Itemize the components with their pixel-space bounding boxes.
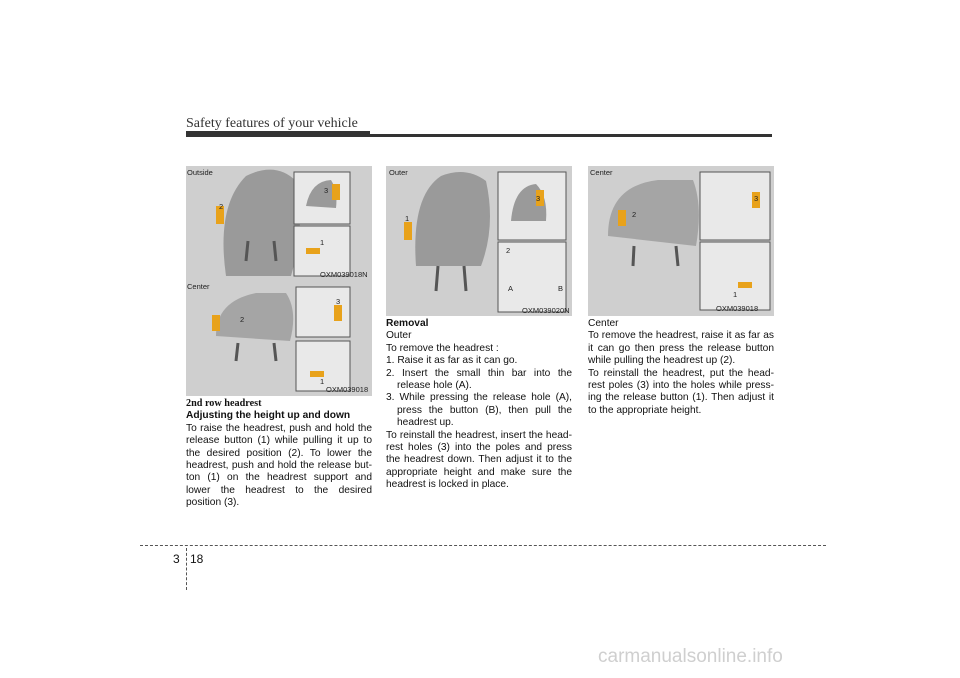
callout: 3 xyxy=(336,297,341,306)
callout: 1 xyxy=(733,290,738,299)
body-text: To reinstall the headrest, put the head-rest poles (3) into the holes while press-ing the release button (1). Then adjust it to the appropriate height. xyxy=(588,367,774,416)
figure-code: OXM039018 xyxy=(326,385,369,394)
column-1 xyxy=(186,398,372,510)
figure-outside-headrest xyxy=(186,166,372,281)
callout: 1 xyxy=(320,377,325,386)
header-title: Safety features of your vehicle xyxy=(186,116,358,131)
page-number: 18 xyxy=(190,552,204,566)
list-item: 3. While pressing the release hole (A), press the button (B), then pull the headrest up. xyxy=(386,392,572,429)
figure-center-headrest xyxy=(186,281,372,396)
steps-list xyxy=(386,355,572,429)
subheading: Adjusting the height up and down xyxy=(186,410,351,422)
figure-label: Outer xyxy=(389,168,408,177)
body-text: To remove the headrest, raise it as far as it can go then press the release button while pulling the headrest up (2). xyxy=(588,330,774,367)
body-text: To remove the headrest : xyxy=(386,342,499,354)
column-3 xyxy=(588,318,774,417)
figure-center-removal xyxy=(588,166,774,316)
figure-label: Outside xyxy=(187,168,213,177)
headrest-illustration-2 xyxy=(186,281,372,396)
headrest-illustration-3 xyxy=(386,166,572,316)
figure-label: Center xyxy=(590,168,613,177)
section-heading: Removal xyxy=(386,318,429,329)
footer-rule xyxy=(140,545,826,546)
callout: 2 xyxy=(506,246,511,255)
callout: 2 xyxy=(632,210,637,219)
list-item: 2. Insert the small thin bar into the release hole (A). xyxy=(386,367,572,392)
callout: A xyxy=(508,284,514,293)
figure-code: OXM039018 xyxy=(716,304,759,313)
header-rule xyxy=(186,134,772,137)
figure-code: OXM039018N xyxy=(320,270,368,279)
callout: 2 xyxy=(219,202,224,211)
callout: 3 xyxy=(324,186,329,195)
column-2 xyxy=(386,318,572,492)
footer-divider xyxy=(186,548,187,590)
callout: 1 xyxy=(405,214,410,223)
callout: 1 xyxy=(320,238,325,247)
list-item: 1. Raise it as far as it can go. xyxy=(386,355,518,367)
body-text: To raise the headrest, push and hold the release button (1) while pulling it up to the desired position (2). To lower the headrest, push and hold the release but-ton (1) on the headrest support and lower the headrest to the desired position (3). xyxy=(186,422,372,509)
body-text: Outer xyxy=(386,330,412,342)
figure-code: OXM039020N xyxy=(522,306,570,315)
callout: 3 xyxy=(536,194,541,203)
callout: B xyxy=(558,284,564,293)
body-text: To reinstall the headrest, insert the head-rest holes (3) into the poles and press the headrest down. Then adjust it to the appropriate height and make sure the headrest is locked in place. xyxy=(386,429,572,491)
body-text: Center xyxy=(588,318,619,329)
figure-label: Center xyxy=(187,282,210,291)
callout: 2 xyxy=(240,315,245,324)
section-heading: 2nd row headrest xyxy=(186,398,262,409)
headrest-illustration-4 xyxy=(588,166,774,316)
callout: 3 xyxy=(754,194,759,203)
headrest-illustration-1 xyxy=(186,166,372,281)
chapter-number: 3 xyxy=(173,552,180,566)
figure-outer-removal xyxy=(386,166,572,316)
watermark: carmanualsonline.info xyxy=(598,646,783,667)
